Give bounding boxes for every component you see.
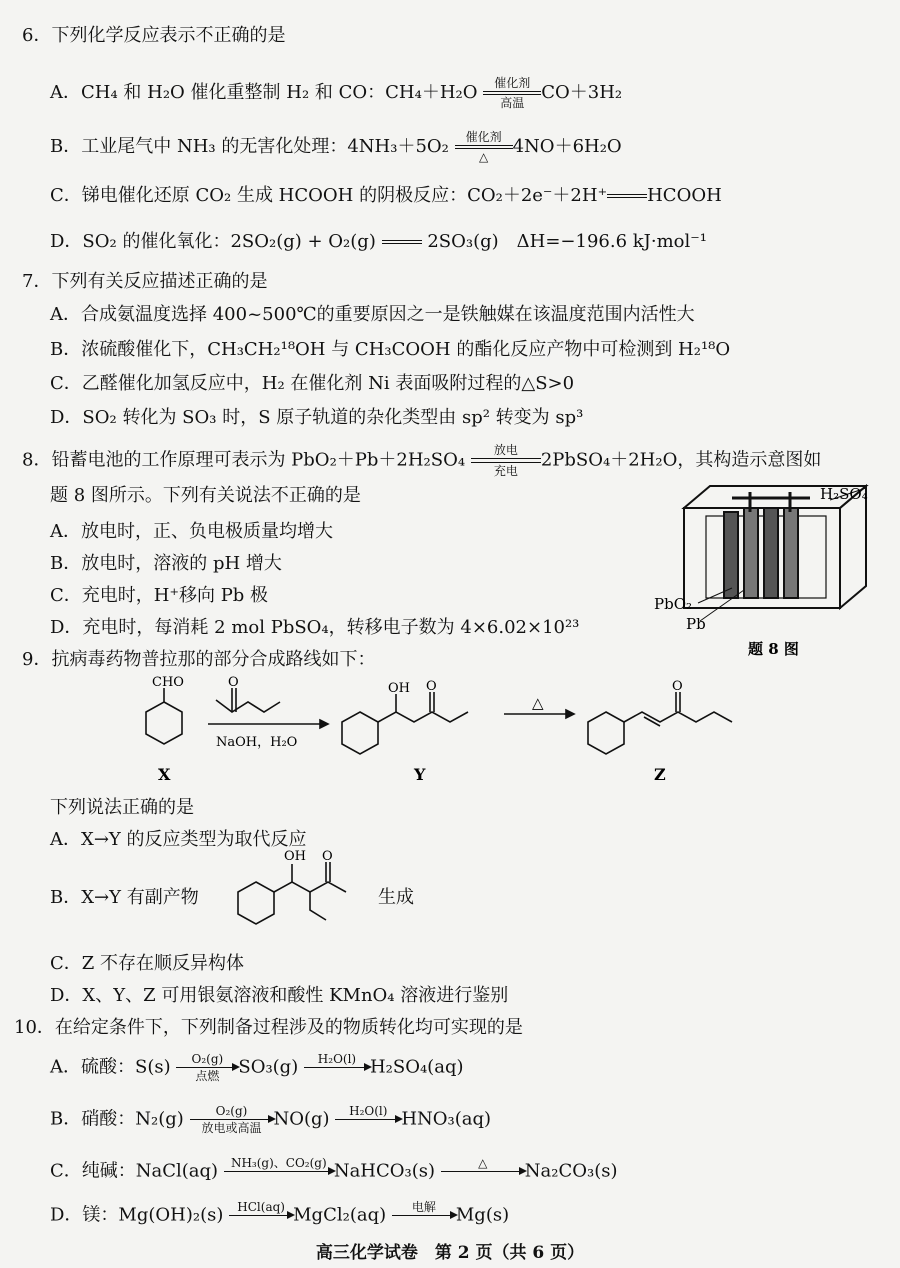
q10-option-a: A．硫酸：S(s) O₂(g) 点燃 SO₃(g) H₂O(l) H₂SO₄(aq) bbox=[50, 1052, 464, 1083]
q8-option-d: D．充电时，每消耗 2 mol PbSO₄，转移电子数为 4×6.02×10²³ bbox=[50, 617, 580, 638]
label-pb: Pb bbox=[686, 615, 706, 633]
q9-option-b-pre: B．X→Y 有副产物 bbox=[50, 887, 199, 908]
figure-caption: 题 8 图 bbox=[748, 640, 799, 658]
page-footer: 高三化学试卷 第 2 页（共 6 页） bbox=[315, 1243, 585, 1263]
q8-option-c: C．充电时，H⁺移向 Pb 极 bbox=[50, 585, 269, 606]
q8-option-a: A．放电时，正、负电极质量均增大 bbox=[50, 521, 333, 542]
q7-option-c: C．乙醛催化加氢反应中，H₂ 在催化剂 Ni 表面吸附过程的△S>0 bbox=[50, 373, 575, 394]
cho-label: CHO bbox=[152, 675, 184, 690]
equals-sign bbox=[607, 192, 647, 200]
q8-option-b: B．放电时，溶液的 pH 增大 bbox=[50, 553, 282, 574]
condition-arrow: H₂O(l) bbox=[304, 1052, 370, 1083]
label-pbo2: PbO₂ bbox=[654, 595, 693, 613]
q6-option-d: D．SO₂ 的催化氧化：2SO₂(g) + O₂(g) 2SO₃(g) ΔH=−196.6 kJ·mol⁻¹ bbox=[50, 231, 707, 252]
q9-option-c: C．Z 不存在顺反异构体 bbox=[50, 953, 245, 974]
oh-label: OH bbox=[388, 681, 410, 696]
q8-stem-line2: 题 8 图所示。下列有关说法不正确的是 bbox=[50, 485, 361, 506]
q10-option-b: B．硝酸：N₂(g) O₂(g) 放电或高温 NO(g) H₂O(l) HNO₃(aq) bbox=[50, 1104, 492, 1135]
condition-arrow: HCl(aq) bbox=[229, 1200, 293, 1231]
q9-option-b-post: 生成 bbox=[378, 887, 414, 908]
reagent-label: NaOH，H₂O bbox=[216, 735, 298, 750]
compound-z: Z bbox=[654, 765, 666, 784]
condition-arrow: 催化剂 △ bbox=[455, 130, 513, 164]
o-label: O bbox=[228, 675, 239, 690]
equals-sign bbox=[382, 238, 422, 246]
q6-option-c: C．锑电催化还原 CO₂ 生成 HCOOH 的阴极反应：CO₂＋2e⁻＋2H⁺ HCOOH bbox=[50, 185, 722, 206]
synthesis-route bbox=[120, 672, 780, 792]
battery-diagram bbox=[640, 478, 890, 668]
q9-stem: 9．抗病毒药物普拉那的部分合成路线如下： bbox=[22, 649, 376, 670]
q6-stem: 6．下列化学反应表示不正确的是 bbox=[22, 25, 286, 46]
q6-option-b: B．工业尾气中 NH₃ 的无害化处理：4NH₃＋5O₂ 催化剂 △ 4NO＋6H₂O bbox=[50, 130, 622, 164]
q6-option-a: A．CH₄ 和 H₂O 催化重整制 H₂ 和 CO：CH₄＋H₂O 催化剂 高温 CO＋3H₂ bbox=[50, 76, 623, 110]
q7-option-d: D．SO₂ 转化为 SO₃ 时，S 原子轨道的杂化类型由 sp² 转变为 sp³ bbox=[50, 407, 584, 428]
q7-stem: 7．下列有关反应描述正确的是 bbox=[22, 271, 268, 292]
q10-stem: 10．在给定条件下，下列制备过程涉及的物质转化均可实现的是 bbox=[14, 1017, 523, 1038]
label-h2so4: H₂SO₄ bbox=[820, 485, 868, 503]
q7-option-b: B．浓硫酸催化下，CH₃CH₂¹⁸OH 与 CH₃COOH 的酯化反应产物中可检测到 H₂¹⁸O bbox=[50, 339, 731, 360]
q10-option-d: D．镁：Mg(OH)₂(s) HCl(aq) MgCl₂(aq) 电解 Mg(s) bbox=[50, 1200, 509, 1231]
heat-label: △ bbox=[532, 694, 544, 712]
q9-option-a: A．X→Y 的反应类型为取代反应 bbox=[50, 829, 307, 850]
q7-option-a: A．合成氨温度选择 400~500℃的重要原因之一是铁触媒在该温度范围内活性大 bbox=[50, 304, 695, 325]
o-label-y: O bbox=[426, 679, 437, 694]
o-label-z: O bbox=[672, 679, 683, 694]
condition-arrow: O₂(g) 放电或高温 bbox=[190, 1104, 274, 1135]
q9-option-d: D．X、Y、Z 可用银氨溶液和酸性 KMnO₄ 溶液进行鉴别 bbox=[50, 985, 509, 1006]
q10-option-c: C．纯碱：NaCl(aq) NH₃(g)、CO₂(g) NaHCO₃(s) △ Na₂CO₃(s) bbox=[50, 1156, 618, 1187]
condition-arrow: O₂(g) 点燃 bbox=[176, 1052, 238, 1083]
compound-x: X bbox=[158, 765, 171, 784]
condition-arrow: 电解 bbox=[392, 1200, 456, 1231]
condition-arrow: 催化剂 高温 bbox=[483, 76, 541, 110]
q9-question: 下列说法正确的是 bbox=[50, 797, 194, 818]
condition-arrow: NH₃(g)、CO₂(g) bbox=[224, 1156, 334, 1187]
condition-arrow: △ bbox=[441, 1156, 525, 1187]
oh-label-b: OH bbox=[284, 849, 306, 864]
reversible-arrow: 放电 充电 bbox=[471, 443, 541, 478]
condition-arrow: H₂O(l) bbox=[335, 1104, 401, 1135]
compound-y: Y bbox=[414, 765, 426, 784]
byproduct-structure bbox=[226, 848, 376, 940]
o-label-b: O bbox=[322, 849, 333, 864]
q8-stem: 8．铅蓄电池的工作原理可表示为 PbO₂＋Pb＋2H₂SO₄ 放电 充电 2PbSO₄＋2H₂O，其构造示意图如 bbox=[22, 443, 822, 478]
